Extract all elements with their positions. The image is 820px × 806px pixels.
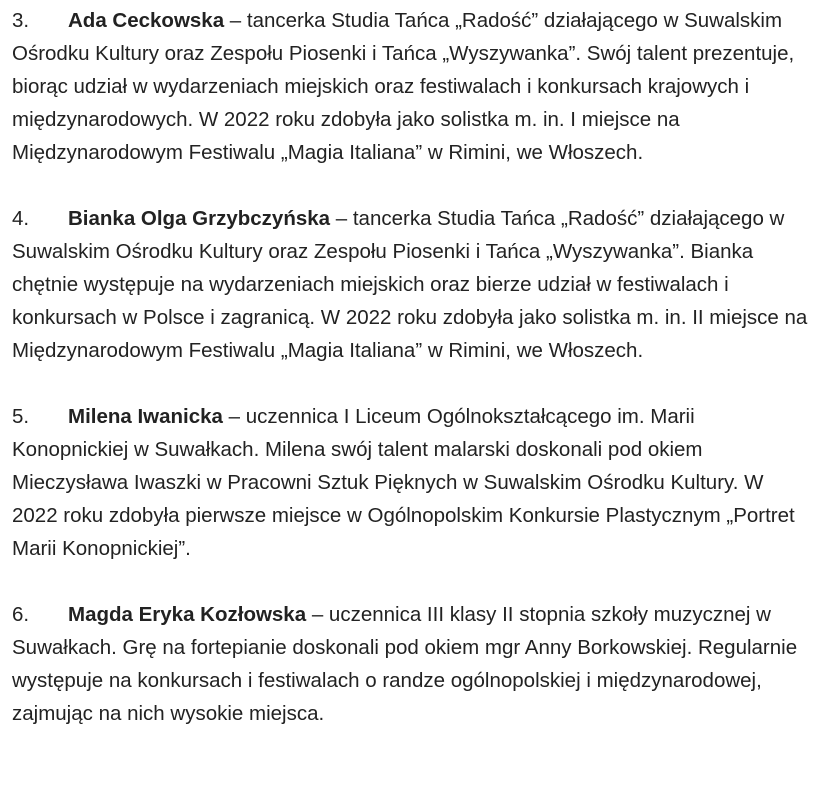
item-description: – uczennica I Liceum Ogólnokształcącego im. Marii Konopnickiej w Suwałkach. Milena swój talent malarski doskonali pod okiem Mieczysława Iwaszki w Pracowni Sztuk Pięknych w Suwalskim Ośrodku Kultury. W 2022 roku zdobyła pierwsze miejsce w Ogólnopolskim Konkursie Plastycznym „Portret Marii Konopnickiej”.	[12, 405, 795, 560]
list-item	[12, 400, 810, 565]
item-description: – uczennica III klasy II stopnia szkoły muzycznej w Suwałkach. Grę na fortepianie doskonali pod okiem mgr Anny Borkowskiej. Regularnie występuje na konkursach i festiwalach o randze ogólnopolskiej i międzynarodowej, zajmując na nich wysokie miejsca.	[12, 603, 798, 725]
item-description: – tancerka Studia Tańca „Radość” działającego w Suwalskim Ośrodku Kultury oraz Zespołu Piosenki i Tańca „Wyszywanka”. Bianka chętnie występuje na wydarzeniach miejskich oraz bierze udział w festiwalach i konkursach w Polsce i zagranicą. W 2022 roku zdobyła jako solistka m. in. II miejsce na Międzynarodowym Festiwalu „Magia Italiana” w Rimini, we Włoszech.	[12, 207, 808, 362]
list-item	[12, 202, 810, 367]
item-number: 4.	[12, 207, 30, 230]
item-description: – tancerka Studia Tańca „Radość” działającego w Suwalskim Ośrodku Kultury oraz Zespołu Piosenki i Tańca „Wyszywanka”. Swój talent prezentuje, biorąc udział w wydarzeniach miejskich oraz festiwalach i konkursach krajowych i międzynarodowych. W 2022 roku zdobyła jako solistka m. in. I miejsce na Międzynarodowym Festiwalu „Magia Italiana” w Rimini, we Włoszech.	[12, 9, 795, 164]
person-name: Magda Eryka Kozłowska	[68, 603, 307, 626]
person-name: Bianka Olga Grzybczyńska	[68, 207, 331, 230]
person-name: Ada Ceckowska	[68, 9, 225, 32]
item-number: 5.	[12, 405, 30, 428]
item-number: 3.	[12, 9, 30, 32]
list-item	[12, 4, 810, 169]
awardee-list	[12, 4, 810, 730]
person-name: Milena Iwanicka	[68, 405, 223, 428]
list-item	[12, 598, 810, 730]
item-number: 6.	[12, 603, 30, 626]
